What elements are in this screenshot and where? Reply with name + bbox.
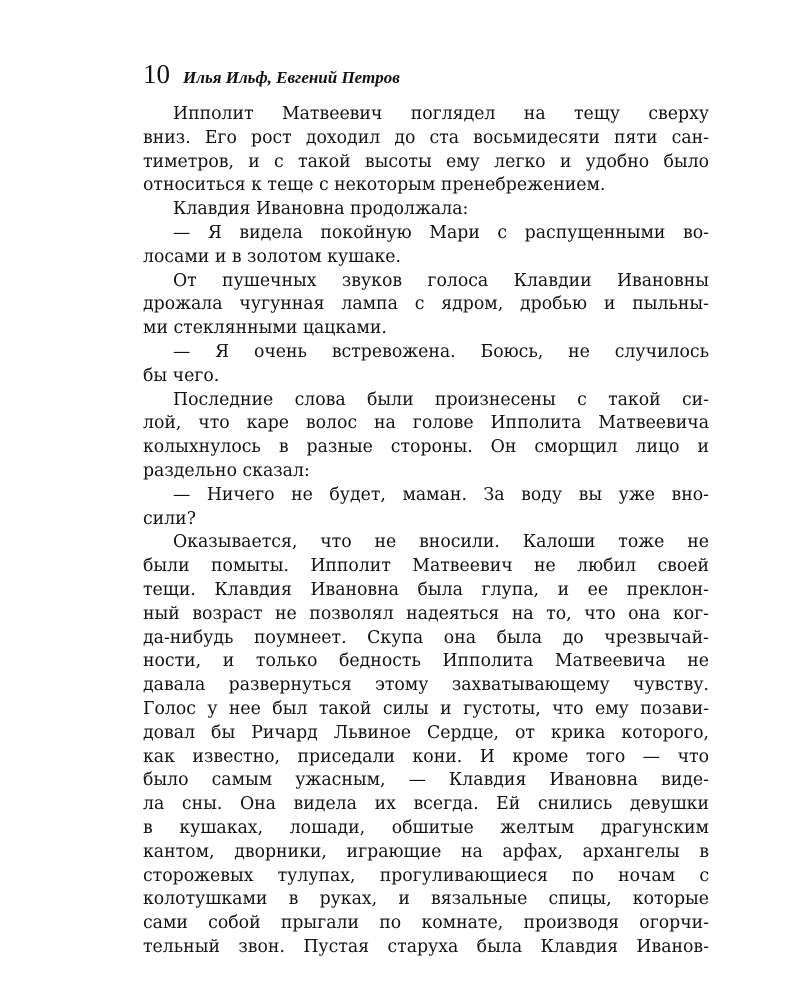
text-line: сами собой прыгали по комнате, производя огорчи- bbox=[143, 913, 709, 934]
header-author-title: Илья Ильф, Евгений Петров bbox=[183, 68, 400, 87]
text-line: ла сны. Она видела их всегда. Ей снились девушки bbox=[143, 794, 709, 815]
text-line: Оказывается, что не вносили. Калоши тоже не bbox=[173, 532, 709, 553]
text-line: сторожевых тулупах, прогуливающиеся по ночам с bbox=[143, 865, 709, 886]
text-line: кантом, дворники, играющие на арфах, архангелы в bbox=[143, 841, 709, 862]
text-line: От пушечных звуков голоса Клавдии Ивановны bbox=[173, 270, 709, 291]
text-line: да-нибудь поумнеет. Скупа она была до чрезвычай- bbox=[143, 627, 709, 648]
text-line: тещи. Клавдия Ивановна была глупа, и ее преклон- bbox=[143, 579, 709, 600]
text-line: Голос у нее был такой силы и густоты, что ему позави- bbox=[143, 698, 709, 719]
text-line: тиметров, и с такой высоты ему легко и удобно было bbox=[143, 151, 709, 172]
text-line: — Я очень встревожена. Боюсь, не случилось bbox=[173, 341, 709, 362]
text-line: ности, и только бедность Ипполита Матвеевича не bbox=[143, 651, 709, 672]
text-line: — Ничего не будет, маман. За воду вы уже вно- bbox=[173, 484, 709, 505]
text-line: Ипполит Матвеевич поглядел на тещу сверху bbox=[173, 104, 709, 124]
text-line: относиться к теще с некоторым пренебрежением. bbox=[143, 175, 606, 196]
text-line: вниз. Его рост доходил до ста восьмидесяти пяти сан- bbox=[143, 127, 709, 148]
text-line: сили? bbox=[143, 508, 196, 529]
text-line: довал бы Ричард Львиное Сердце, от крика которого, bbox=[143, 722, 709, 743]
text-line: как известно, приседали кони. И кроме того — что bbox=[143, 746, 709, 767]
text-line: дрожала чугунная лампа с ядром, дробью и пыльны- bbox=[143, 294, 709, 315]
page-number: 10 bbox=[143, 59, 170, 89]
text-line: Клавдия Ивановна продолжала: bbox=[173, 199, 469, 220]
text-line: бы чего. bbox=[143, 365, 220, 386]
text-line: — Я видела покойную Мари с распущенными во- bbox=[173, 222, 709, 243]
text-line: лой, что каре волос на голове Ипполита Матвеевича bbox=[143, 413, 709, 434]
text-line: ми стеклянными цацками. bbox=[143, 318, 387, 339]
text-line: раздельно сказал: bbox=[143, 460, 310, 481]
running-header bbox=[143, 57, 713, 91]
text-line: лосами и в золотом кушаке. bbox=[143, 246, 402, 267]
text-line: было самым ужасным, — Клавдия Ивановна виде- bbox=[143, 770, 709, 791]
text-line: колыхнулось в разные стороны. Он сморщил лицо и bbox=[143, 437, 709, 458]
text-line: ный возраст не позволял надеяться на то, что она ког- bbox=[143, 603, 709, 624]
text-line: тельный звон. Пустая старуха была Клавдия Иванов- bbox=[143, 936, 709, 957]
text-line: Последние слова были произнесены с такой си- bbox=[173, 389, 709, 410]
text-line: в кушаках, лошади, обшитые желтым драгунским bbox=[143, 817, 709, 838]
body-text bbox=[143, 103, 709, 960]
text-line: давала развернуться этому захватывающему чувству. bbox=[143, 675, 709, 696]
text-line: колотушками в руках, и вязальные спицы, которые bbox=[143, 889, 709, 910]
text-line: были помыты. Ипполит Матвеевич не любил своей bbox=[143, 556, 709, 577]
